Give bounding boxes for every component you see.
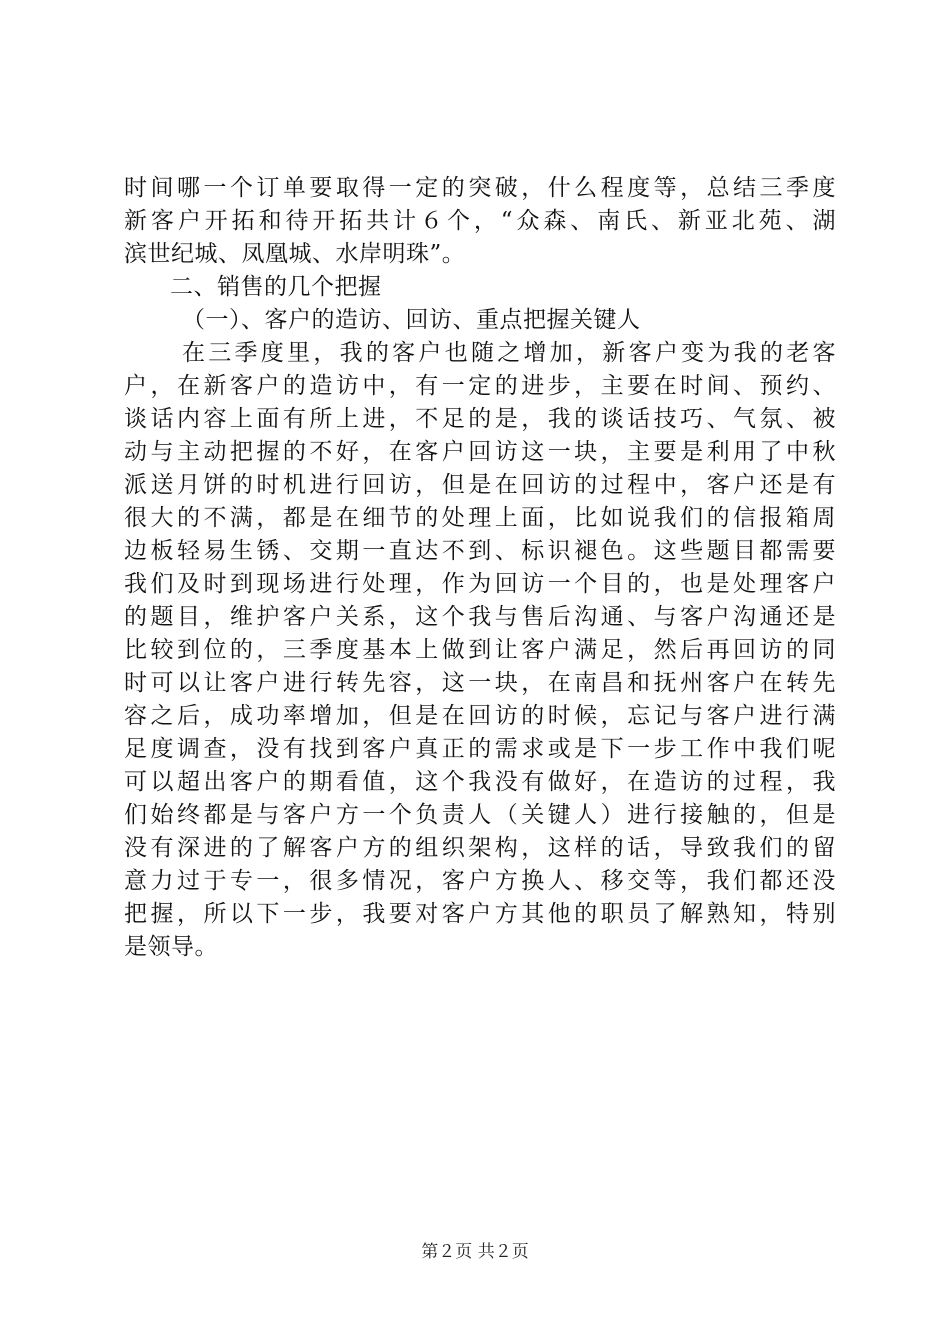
text-line: 谈话内容上面有所上进，不足的是，我的谈话技巧、气氛、被 — [124, 406, 836, 432]
text-line: 我们及时到现场进行处理，作为回访一个目的，也是处理客户 — [124, 571, 836, 597]
text-line: 很大的不满，都是在细节的处理上面，比如说我们的信报箱周 — [124, 505, 836, 531]
page-footer — [0, 1240, 950, 1264]
text-line: 派送月饼的时机进行回访，但是在回访的过程中，客户还是有 — [124, 472, 836, 498]
text-line: 新客户开拓和待开拓共计６个，“众森、南氏、新亚北苑、湖 — [124, 208, 836, 234]
page-number: 第２页 共２页 — [421, 1242, 529, 1262]
text-line: 意力过于专一，很多情况，客户方换人、移交等，我们都还没 — [124, 868, 836, 894]
text-line: 滨世纪城、凤凰城、水岸明珠”。 — [124, 241, 466, 267]
text-line: 把握，所以下一步，我要对客户方其他的职员了解熟知，特别 — [124, 901, 836, 927]
text-line: 户，在新客户的造访中，有一定的进步，主要在时间、预约、 — [124, 373, 836, 399]
text-line: 时间哪一个订单要取得一定的突破，什么程度等，总结三季度 — [124, 175, 836, 201]
text-line: 容之后，成功率增加，但是在回访的时候，忘记与客户进行满 — [124, 703, 836, 729]
subsection-heading: （一）、客户的造访、回访、重点把握关键人 — [182, 307, 641, 333]
text-line: 没有深进的了解客户方的组织架构，这样的话，导致我们的留 — [124, 835, 836, 861]
text-line: 可以超出客户的期看值，这个我没有做好，在造访的过程，我 — [124, 769, 836, 795]
text-line: 是领导。 — [124, 934, 218, 960]
text-line: 足度调查，没有找到客户真正的需求或是下一步工作中我们呢 — [124, 736, 836, 762]
text-line: 比较到位的，三季度基本上做到让客户满足，然后再回访的同 — [124, 637, 836, 663]
section-heading: 二、销售的几个把握 — [170, 274, 382, 300]
text-line: 的题目，维护客户关系，这个我与售后沟通、与客户沟通还是 — [124, 604, 836, 630]
document-body — [124, 172, 836, 964]
paragraph-first-line: 在三季度里，我的客户也随之增加，新客户变为我的老客 — [182, 340, 836, 366]
text-line: 时可以让客户进行转先容，这一块，在南昌和抚州客户在转先 — [124, 670, 836, 696]
text-line: 动与主动把握的不好，在客户回访这一块，主要是利用了中秋 — [124, 439, 836, 465]
text-line: 们始终都是与客户方一个负责人（关键人）进行接触的，但是 — [124, 802, 836, 828]
text-line: 边板轻易生锈、交期一直达不到、标识褪色。这些题目都需要 — [124, 538, 836, 564]
